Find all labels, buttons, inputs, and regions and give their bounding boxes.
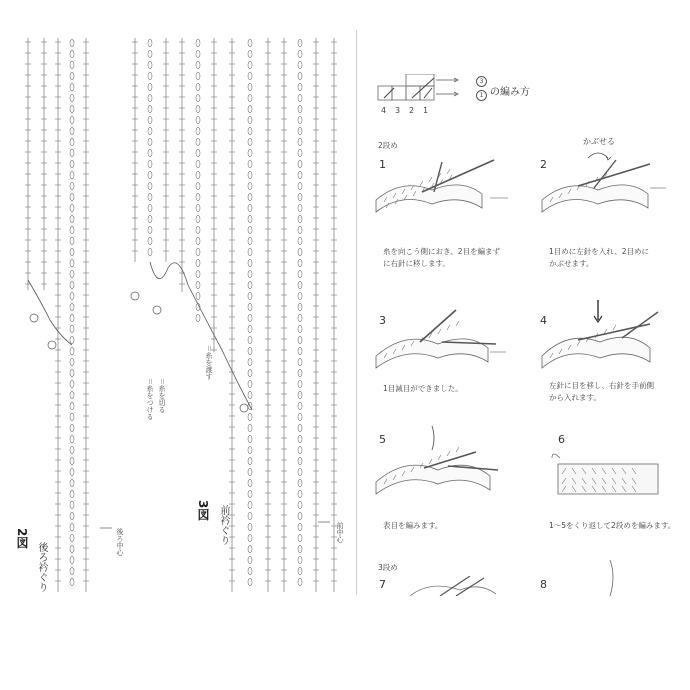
step-7-number: 7	[379, 578, 386, 591]
legend-slip: ＝糸を渡す	[205, 345, 213, 380]
key-number-2: 2	[409, 106, 415, 115]
fig3-stitch-column	[229, 38, 235, 592]
fig3-stitch-column	[163, 38, 169, 262]
step-3-illustration	[372, 304, 512, 376]
section-label-row3: 3段め	[378, 563, 398, 572]
fig2-stitch-column	[55, 38, 61, 592]
fig3-stitch-column	[179, 38, 185, 292]
fig2-stitch-column	[41, 38, 47, 290]
step-5-caption	[383, 520, 442, 532]
fig3-stitch-column	[281, 38, 287, 592]
step-2-caption-line-2: かぶせます。	[549, 259, 594, 268]
step-2-note: かぶせる	[583, 137, 615, 146]
fig2-marker-1	[48, 341, 56, 349]
step-5-number: 5	[379, 433, 386, 446]
step-1-caption-line-2: に右針に移します。	[383, 259, 450, 268]
fig2-neckline-curve	[28, 280, 72, 345]
step-3-caption-line-1: 1目減目ができました。	[383, 384, 463, 393]
fig2-label: 2図	[15, 528, 29, 549]
fig2-stitch-column	[25, 38, 31, 290]
step-4-caption	[549, 380, 654, 404]
step-4-caption-line-2: から入れます。	[549, 393, 601, 402]
fig3-oval-column	[196, 39, 200, 321]
fig3-label: 3図	[196, 500, 210, 521]
fig2-marker-2	[30, 314, 38, 322]
fig3-oval-column	[248, 39, 252, 585]
fig3-marker-6	[131, 292, 139, 300]
fig3-stitch-column	[313, 38, 319, 592]
step-4-number: 4	[540, 314, 547, 327]
legend-cut: ＝糸を切る	[158, 378, 166, 413]
step-4-illustration	[538, 294, 668, 376]
step-1-number: 1	[379, 158, 386, 171]
step-5-illustration	[372, 420, 512, 500]
step-2-caption	[549, 246, 649, 270]
step-1-illustration	[372, 158, 512, 220]
ref-circle-top: 3	[476, 76, 487, 87]
ref-circle-bottom: 1	[476, 90, 487, 101]
step-4-caption-line-1: 左針に目を移し、右針を手前側	[549, 381, 654, 390]
key-number-3: 3	[395, 106, 401, 115]
step-6-number: 6	[558, 433, 565, 446]
step-3-caption	[383, 383, 463, 395]
method-title: の編み方	[490, 87, 530, 98]
key-number-4: 4	[381, 106, 387, 115]
fig3-oval-column	[148, 39, 152, 255]
fig3-marker-5	[153, 306, 161, 314]
step-8-number: 8	[540, 578, 547, 591]
fig2-stitch-column	[83, 38, 89, 592]
method-key-diagram	[376, 74, 488, 120]
fig3-center-label: 前中心	[336, 522, 344, 543]
fig3-stitch-column	[331, 38, 337, 592]
step-2-caption-line-1: 1目めに左針を入れ、2目めに	[549, 247, 649, 256]
fig2-center-label: 後ろ中心	[116, 528, 124, 556]
step-2-number: 2	[540, 158, 547, 171]
step-1-caption-line-1: 糸を向こう側におき、2目を編まず	[383, 247, 500, 256]
knitting-charts	[0, 0, 350, 600]
fig3-marker-1	[240, 404, 248, 412]
fig2-title: 後ろ衿ぐり	[36, 542, 47, 592]
step-6-illustration	[548, 448, 668, 506]
section-label-row2: 2段め	[378, 141, 398, 150]
fig3-title: 前衿ぐり	[218, 505, 229, 545]
step-7-illustration	[400, 576, 500, 596]
step-2-illustration	[538, 148, 668, 220]
step-8-illustration	[590, 560, 630, 596]
page-divider	[356, 30, 357, 595]
fig3-stitch-column	[265, 38, 271, 592]
step-1-caption	[383, 246, 500, 270]
step-3-number: 3	[379, 314, 386, 327]
key-number-1: 1	[423, 106, 429, 115]
fig3-oval-column	[298, 39, 302, 585]
step-6-caption	[549, 520, 675, 532]
step-6-caption-line-1: 1〜5をくり返して2段めを編みます。	[549, 521, 676, 530]
fig3-stitch-column	[132, 38, 138, 262]
fig3-stitch-column	[211, 38, 217, 352]
step-5-caption-line-1: 表目を編みます。	[383, 521, 443, 530]
legend-attach: ＝糸をつける	[146, 378, 154, 420]
fig2-oval-column	[70, 39, 74, 585]
